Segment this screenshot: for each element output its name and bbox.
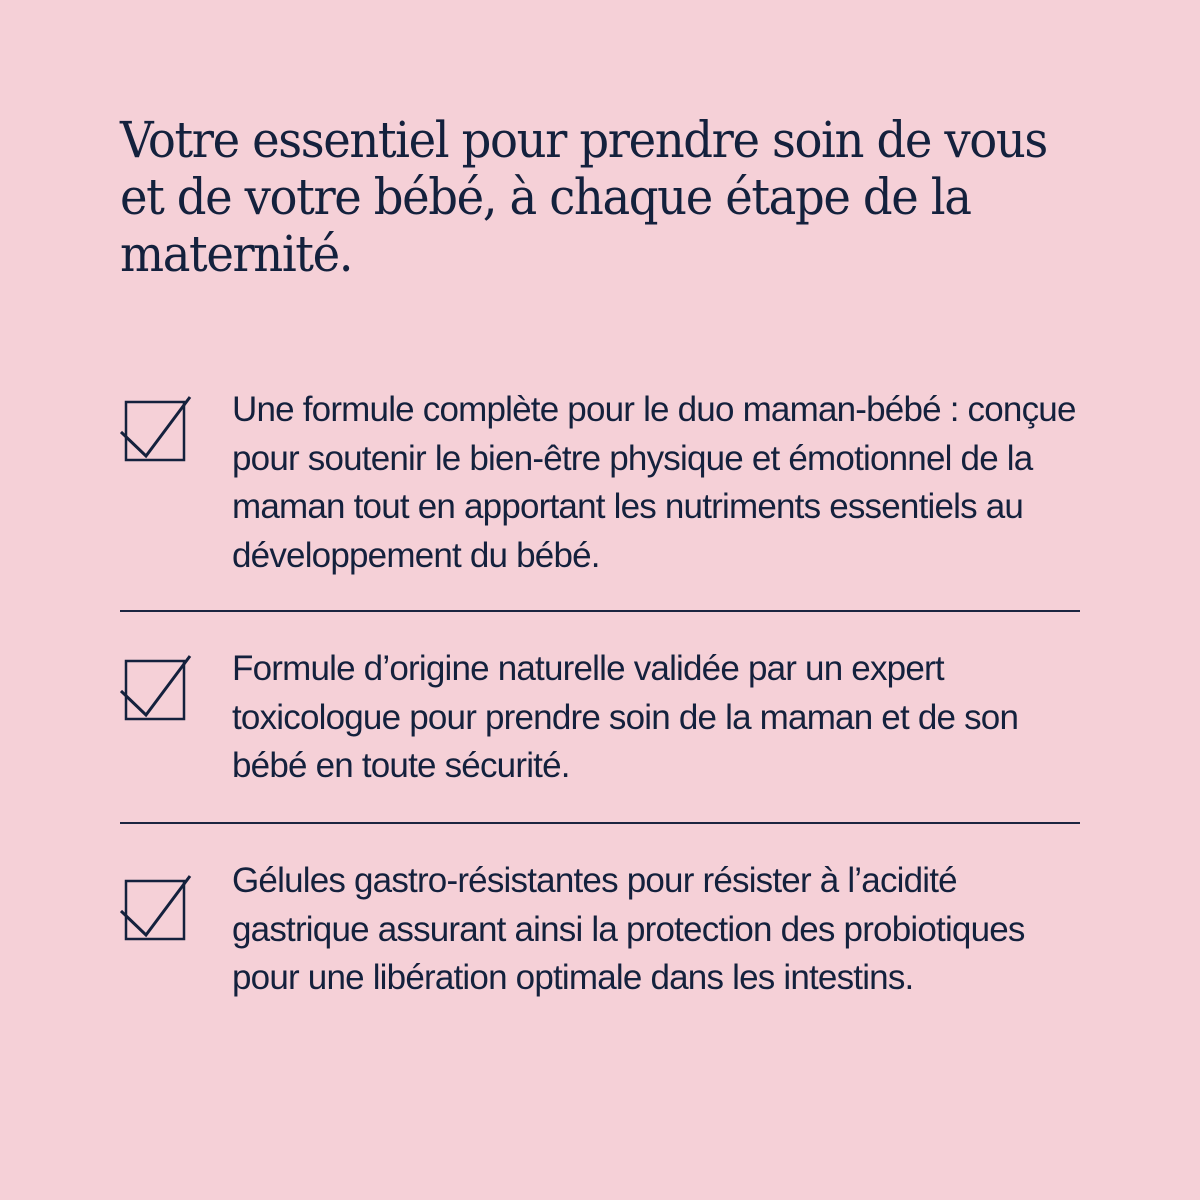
divider <box>120 822 1080 824</box>
divider <box>120 610 1080 612</box>
headline: Votre essentiel pour prendre soin de vous et de votre bébé, à chaque étape de la maternité. <box>120 111 1047 283</box>
checkbox-checked-icon <box>120 392 192 464</box>
feature-text: Une formule complète pour le duo maman-bébé : conçue pour soutenir le bien-être physique et émotionnel de la maman tout en apportant les nutriments essentiels au développement du bébé. <box>232 390 1076 575</box>
checkbox-checked-icon <box>120 871 192 943</box>
feature-text: Gélules gastro-résistantes pour résister à l’acidité gastrique assurant ainsi la protection des probiotiques pour une libération optimale dans les intestins. <box>232 861 1025 997</box>
checkbox-checked-icon <box>120 651 192 723</box>
feature-text: Formule d’origine naturelle validée par un expert toxicologue pour prendre soin de la maman et de son bébé en toute sécurité. <box>232 649 1019 785</box>
